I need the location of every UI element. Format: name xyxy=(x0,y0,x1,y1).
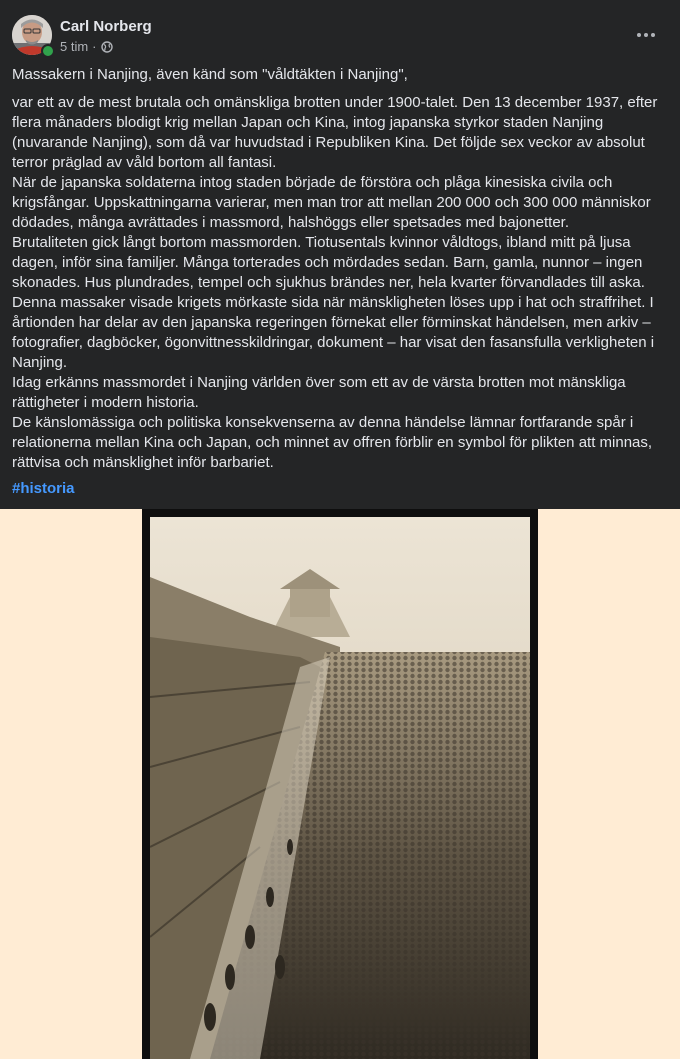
post-paragraph: Denna massaker visade krigets mörkaste sida när mänskligheten löses upp i hat och straffrihet. I årtionden har delar av den japanska regeringen förnekat eller förminskat händelsen, men arkiv – fotografier, dagböcker, ögonvittnesskildringar, dokument – har visat den fasansfulla verkligheten i Nanjing. xyxy=(12,294,655,371)
post-meta xyxy=(60,39,113,54)
post-text xyxy=(12,65,664,473)
post-time[interactable]: 5 tim xyxy=(60,39,89,54)
post-paragraph: När de japanska soldaterna intog staden började de förstöra och plåga kinesiska civila och krigsfångar. Uppskattningarna varierar, men man tror att mellan 200 000 och 300 000 människor dödades, många avrättades i massmord, halshöggs eller spetsades med bajonetter. xyxy=(12,174,651,231)
hashtag-link[interactable]: #historia xyxy=(12,480,75,497)
more-options-icon[interactable] xyxy=(634,23,658,47)
post-header xyxy=(12,14,668,56)
meta-separator: · xyxy=(92,39,97,54)
post-paragraph: De känslomässiga och politiska konsekvenserna av denna händelse lämnar fortfarande spår i relationerna mellan Kina och Japan, och minnet av offren förblir en symbol för plikten att minnas, rättvisa och mänsklighet inför barbariet. xyxy=(12,414,653,471)
photo-frame xyxy=(142,509,538,1059)
author-name[interactable]: Carl Norberg xyxy=(60,18,152,35)
post-paragraph: Brutaliteten gick långt bortom massmorden. Tiotusentals kvinnor våldtogs, ibland mitt på ljusa dagen, inför sina familjer. Många torterades och mördades sedan. Barn, gamla, nunnor – ingen skonades. Hus plundrades, tempel och sjukhus brändes ner, hela kvarter förvandlades till aska. xyxy=(12,234,645,291)
post-lead: Massakern i Nanjing, även känd som "våldtäkten i Nanjing", xyxy=(12,66,408,83)
crowd-street-photo[interactable] xyxy=(150,517,530,1059)
globe-icon[interactable] xyxy=(101,41,113,53)
online-status-dot xyxy=(41,44,55,58)
post-paragraph: Idag erkänns massmordet i Nanjing världen över som ett av de värsta brotten mot mänskliga rättigheter i modern historia. xyxy=(12,374,626,411)
post-media[interactable] xyxy=(0,509,680,1059)
post-paragraph: var ett av de mest brutala och omänskliga brotten under 1900-talet. Den 13 december 1937, efter flera månaders blodigt krig mellan Japan och Kina, intog japanska styrkor staden Nanjing (nuvarande Nanjing), som då var huvudstad i Republiken Kina. Det följde sex veckor av absolut terror präglad av våld bortom all fantasi. xyxy=(12,94,658,171)
